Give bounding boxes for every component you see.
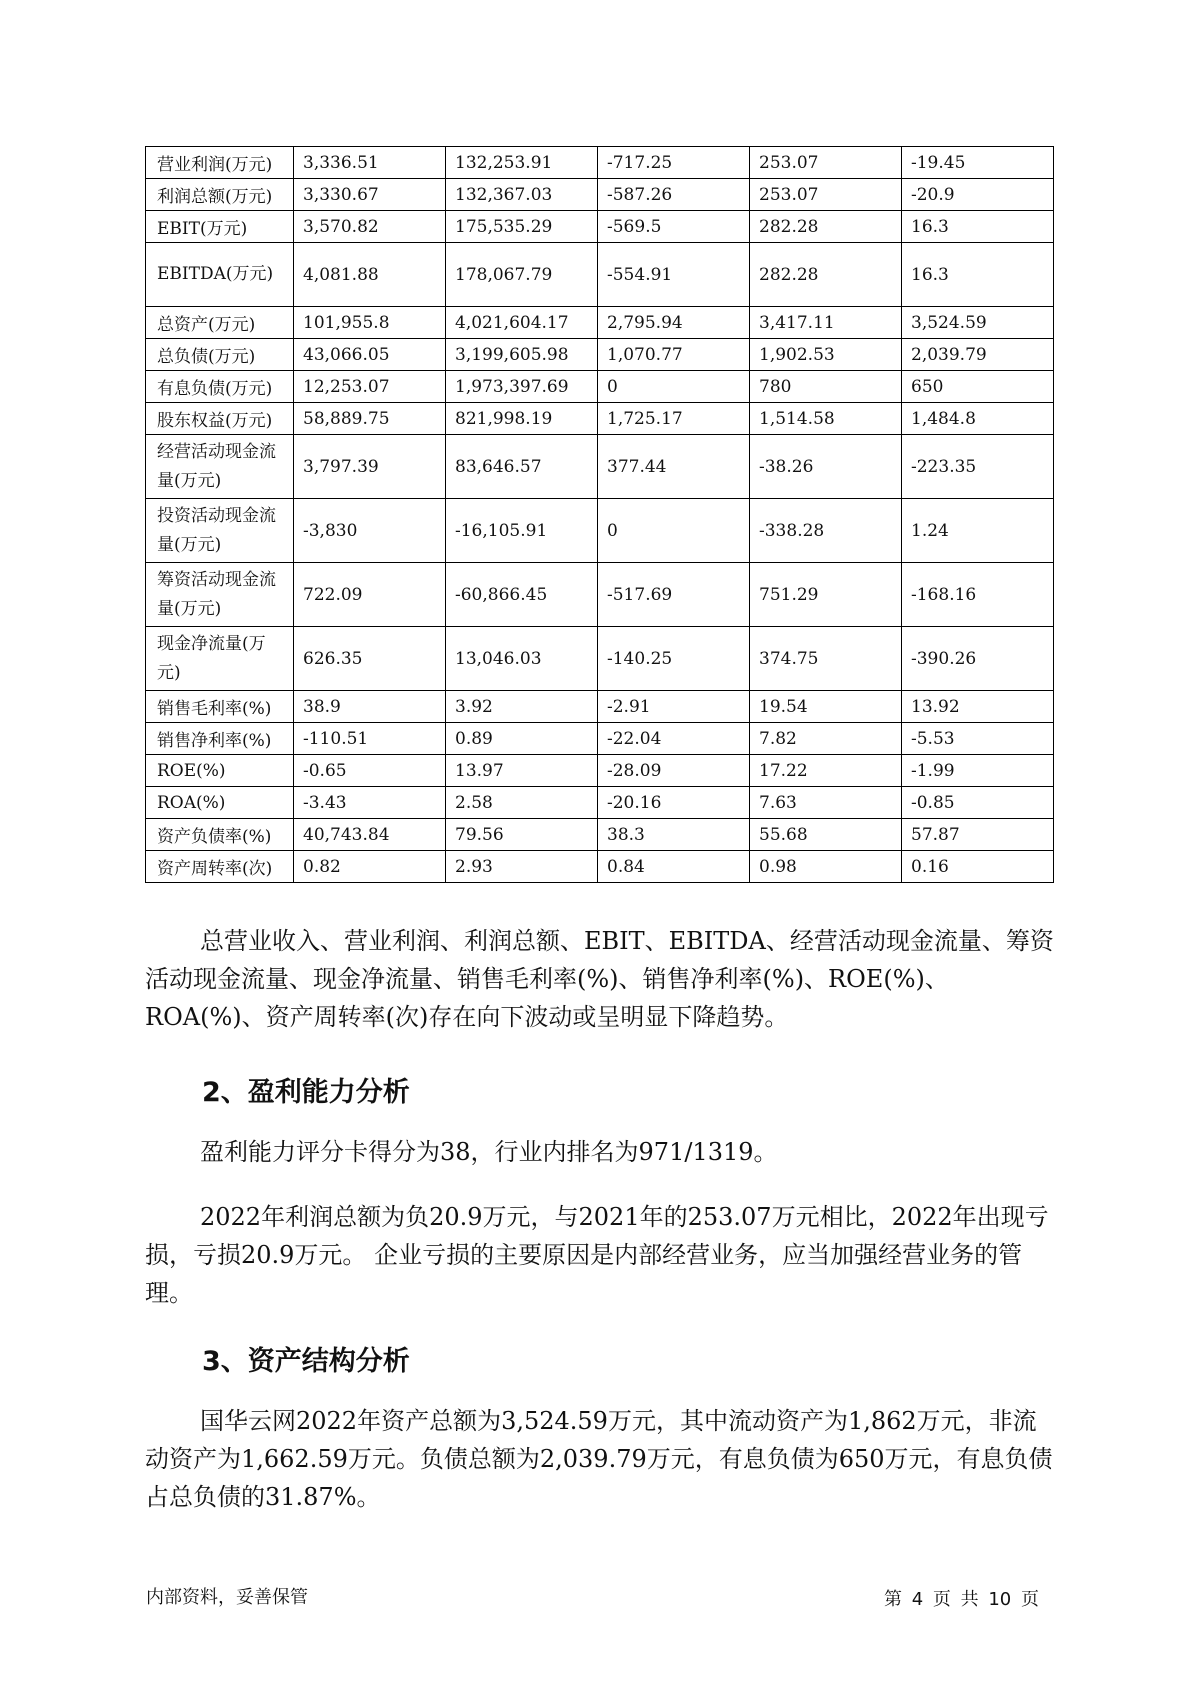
section3-paragraph: 国华云网2022年资产总额为3,524.59万元，其中流动资产为1,862万元，非流动资产为1,662.59万元。负债总额为2,039.79万元，有息负债为650万元，有息负债占总负债的31.87%。 [145, 1407, 1053, 1511]
table-cell: -38.26 [750, 435, 902, 499]
table-cell: 16.3 [902, 211, 1054, 243]
table-cell: 83,646.57 [446, 435, 598, 499]
table-cell: 178,067.79 [446, 243, 598, 307]
row-label: 经营活动现金流量(万元) [146, 435, 294, 499]
table-cell: 58,889.75 [294, 403, 446, 435]
table-cell: -717.25 [598, 147, 750, 179]
table-cell: 79.56 [446, 819, 598, 851]
section2-heading: 2、盈利能力分析 [202, 1077, 410, 1108]
row-label: EBIT(万元) [146, 211, 294, 243]
table-cell: 1.24 [902, 499, 1054, 563]
table-cell: 0 [598, 499, 750, 563]
table-cell: 43,066.05 [294, 339, 446, 371]
table-cell: 1,514.58 [750, 403, 902, 435]
table-cell: -3,830 [294, 499, 446, 563]
table-cell: 282.28 [750, 243, 902, 307]
table-cell: 175,535.29 [446, 211, 598, 243]
table-cell: 0.82 [294, 851, 446, 883]
row-label: 营业利润(万元) [146, 147, 294, 179]
table-cell: 0.98 [750, 851, 902, 883]
row-label: 资产周转率(次) [146, 851, 294, 883]
row-label: 销售毛利率(%) [146, 691, 294, 723]
table-cell: -223.35 [902, 435, 1054, 499]
table-cell: 13.97 [446, 755, 598, 787]
table-cell: 0.89 [446, 723, 598, 755]
table-cell: 13.92 [902, 691, 1054, 723]
table-cell: -16,105.91 [446, 499, 598, 563]
table-cell: -168.16 [902, 563, 1054, 627]
financial-indicators-table [145, 146, 1054, 883]
table-cell: 2,039.79 [902, 339, 1054, 371]
table-row [146, 755, 1054, 787]
table-cell: -3.43 [294, 787, 446, 819]
table-row [146, 211, 1054, 243]
table-cell: -22.04 [598, 723, 750, 755]
table-cell: 132,253.91 [446, 147, 598, 179]
row-label: ROA(%) [146, 787, 294, 819]
row-label: 总负债(万元) [146, 339, 294, 371]
table-cell: -20.16 [598, 787, 750, 819]
row-label: ROE(%) [146, 755, 294, 787]
table-cell: 253.07 [750, 179, 902, 211]
table-cell: 650 [902, 371, 1054, 403]
table-cell: 55.68 [750, 819, 902, 851]
table-cell: 3,417.11 [750, 307, 902, 339]
table-cell: 2.58 [446, 787, 598, 819]
table-cell: 1,484.8 [902, 403, 1054, 435]
table-row [146, 243, 1054, 307]
table-row [146, 787, 1054, 819]
table-cell: -517.69 [598, 563, 750, 627]
table-cell: 40,743.84 [294, 819, 446, 851]
row-label: EBITDA(万元) [146, 243, 294, 307]
table-cell: -587.26 [598, 179, 750, 211]
row-label: 资产负债率(%) [146, 819, 294, 851]
table-cell: 16.3 [902, 243, 1054, 307]
table-cell: 1,902.53 [750, 339, 902, 371]
table-cell: 821,998.19 [446, 403, 598, 435]
table-cell: 19.54 [750, 691, 902, 723]
table-cell: -0.85 [902, 787, 1054, 819]
row-label: 总资产(万元) [146, 307, 294, 339]
table-cell: -110.51 [294, 723, 446, 755]
table-cell: 7.63 [750, 787, 902, 819]
table-cell: 780 [750, 371, 902, 403]
table-cell: 38.3 [598, 819, 750, 851]
table-cell: -28.09 [598, 755, 750, 787]
table-cell: 3,797.39 [294, 435, 446, 499]
table-cell: -569.5 [598, 211, 750, 243]
row-label: 利润总额(万元) [146, 179, 294, 211]
table-cell: -0.65 [294, 755, 446, 787]
table-cell: 3,570.82 [294, 211, 446, 243]
table-cell: 2,795.94 [598, 307, 750, 339]
table-row [146, 499, 1054, 563]
table-cell: 374.75 [750, 627, 902, 691]
table-cell: 3,199,605.98 [446, 339, 598, 371]
table-cell: 626.35 [294, 627, 446, 691]
footer-confidential-note: 内部资料，妥善保管 [146, 1587, 308, 1608]
table-cell: 4,021,604.17 [446, 307, 598, 339]
table-cell: 0.16 [902, 851, 1054, 883]
table-row [146, 179, 1054, 211]
table-cell: 38.9 [294, 691, 446, 723]
table-cell: 1,725.17 [598, 403, 750, 435]
table-row [146, 371, 1054, 403]
table-cell: 12,253.07 [294, 371, 446, 403]
trend-paragraph: 总营业收入、营业利润、利润总额、EBIT、EBITDA、经营活动现金流量、筹资活动现金流量、现金净流量、销售毛利率(%)、销售净利率(%)、ROE(%)、ROA(%)、资产周转率(次)存在向下波动或呈明显下降趋势。 [145, 927, 1054, 1031]
table-row [146, 627, 1054, 691]
table-cell: 3,330.67 [294, 179, 446, 211]
table-cell: -338.28 [750, 499, 902, 563]
table-row [146, 339, 1054, 371]
table-cell: 282.28 [750, 211, 902, 243]
table-cell: 3,524.59 [902, 307, 1054, 339]
table-cell: -20.9 [902, 179, 1054, 211]
table-cell: -140.25 [598, 627, 750, 691]
table-row [146, 307, 1054, 339]
table-row [146, 851, 1054, 883]
table-cell: 722.09 [294, 563, 446, 627]
table-cell: 0 [598, 371, 750, 403]
table-cell: -2.91 [598, 691, 750, 723]
table-row [146, 435, 1054, 499]
table-row [146, 403, 1054, 435]
table-cell: 1,070.77 [598, 339, 750, 371]
table-row [146, 723, 1054, 755]
table-cell: 0.84 [598, 851, 750, 883]
table-cell: -60,866.45 [446, 563, 598, 627]
table-row [146, 147, 1054, 179]
table-cell: -5.53 [902, 723, 1054, 755]
section2-score-paragraph: 盈利能力评分卡得分为38，行业内排名为971/1319。 [200, 1138, 778, 1166]
table-cell: 2.93 [446, 851, 598, 883]
table-cell: 132,367.03 [446, 179, 598, 211]
row-label: 投资活动现金流量(万元) [146, 499, 294, 563]
table-cell: -554.91 [598, 243, 750, 307]
table-cell: 751.29 [750, 563, 902, 627]
footer-page-info: 第 4 页 共 10 页 [884, 1589, 1039, 1610]
table-row [146, 563, 1054, 627]
row-label: 现金净流量(万元) [146, 627, 294, 691]
table-cell: 3,336.51 [294, 147, 446, 179]
table-cell: 377.44 [598, 435, 750, 499]
table-cell: 4,081.88 [294, 243, 446, 307]
row-label: 销售净利率(%) [146, 723, 294, 755]
table-cell: 7.82 [750, 723, 902, 755]
row-label: 股东权益(万元) [146, 403, 294, 435]
table-cell: 3.92 [446, 691, 598, 723]
table-cell: -1.99 [902, 755, 1054, 787]
table-row [146, 691, 1054, 723]
row-label: 有息负债(万元) [146, 371, 294, 403]
table-cell: 1,973,397.69 [446, 371, 598, 403]
row-label: 筹资活动现金流量(万元) [146, 563, 294, 627]
table-cell: 101,955.8 [294, 307, 446, 339]
section2-profit-paragraph: 2022年利润总额为负20.9万元，与2021年的253.07万元相比，2022年出现亏损，亏损20.9万元。 企业亏损的主要原因是内部经营业务，应当加强经营业务的管理。 [145, 1203, 1049, 1307]
table-cell: 13,046.03 [446, 627, 598, 691]
table-cell: -19.45 [902, 147, 1054, 179]
table-cell: 253.07 [750, 147, 902, 179]
table-row [146, 819, 1054, 851]
table-cell: -390.26 [902, 627, 1054, 691]
table-cell: 57.87 [902, 819, 1054, 851]
table-cell: 17.22 [750, 755, 902, 787]
section3-heading: 3、资产结构分析 [202, 1346, 410, 1377]
